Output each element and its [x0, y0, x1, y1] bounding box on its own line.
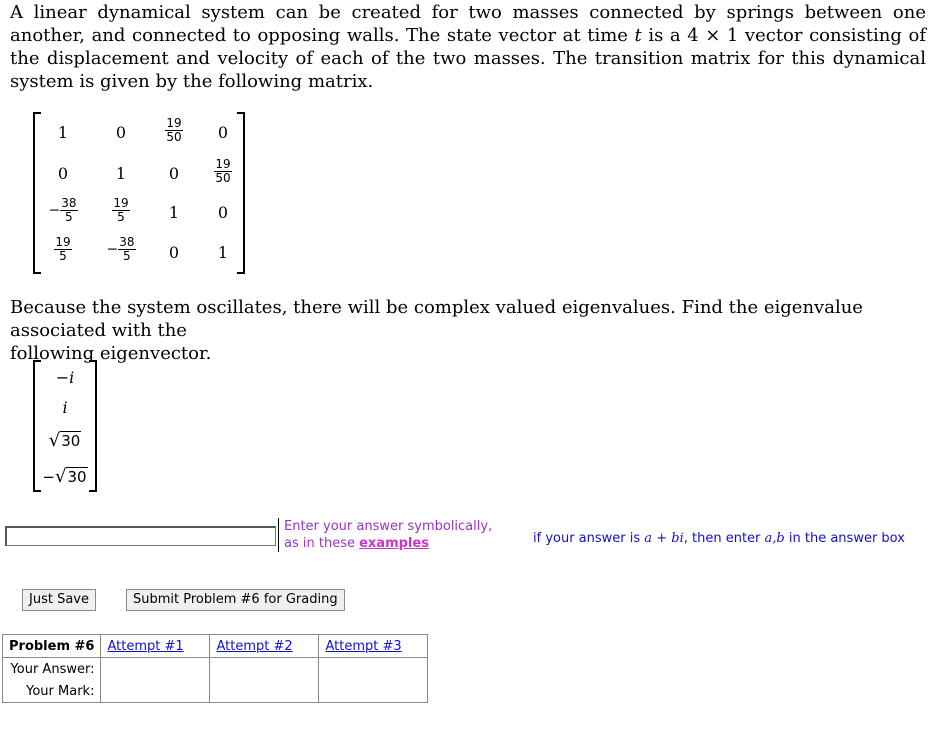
matrix-cell: 0	[115, 123, 127, 142]
question-text	[10, 296, 926, 365]
submit-problem-button[interactable]: Submit Problem #6 for Grading	[126, 589, 345, 611]
attempt-2-link[interactable]: Attempt #2	[216, 638, 293, 654]
intro-text-1: A linear dynamical system can be created for two masses connected by springs between one another, and connected to opposing walls. The state vector at time	[10, 2, 926, 46]
table-row	[3, 635, 428, 658]
table-row	[3, 658, 428, 681]
just-save-button[interactable]: Just Save	[22, 589, 96, 611]
question-line-1: Because the system oscillates, there will be complex valued eigenvalues. Find the eigenvalue associated with the	[10, 297, 863, 341]
time-variable: t	[634, 25, 642, 46]
matrix-cell: 0	[168, 164, 180, 183]
attempt-3-cell	[319, 658, 428, 703]
matrix-left-bracket	[33, 112, 41, 274]
attempt-3-link[interactable]: Attempt #3	[325, 638, 402, 654]
matrix-cell: 0	[57, 164, 69, 183]
attempt-2-cell	[210, 658, 319, 703]
question-line-2: following eigenvector.	[10, 343, 212, 364]
problem-intro	[10, 1, 926, 93]
intro-text-3: matrix.	[307, 71, 374, 92]
attempts-table	[2, 634, 428, 703]
matrix-cell: $\frac{19}{50}$	[166, 116, 182, 144]
matrix-cell: − $\frac{38}{5}$	[106, 235, 135, 263]
vector-entry: −i	[55, 368, 75, 387]
problem-label: Problem #6	[3, 635, 101, 658]
attempt-1-link[interactable]: Attempt #1	[107, 638, 184, 654]
answer-input[interactable]	[5, 526, 276, 546]
vector-entry: i	[62, 398, 68, 417]
your-mark-label: Your Mark:	[3, 680, 101, 703]
vector-entry: −√30	[42, 466, 87, 487]
hint-line-1: Enter your answer symbolically,	[284, 519, 493, 534]
matrix-cell: $\frac{19}{5}$	[55, 235, 71, 263]
transition-matrix	[33, 112, 245, 272]
attempt-header	[210, 635, 319, 658]
intro-text-2: is a 4 × 1 vector consisting of the displacement and velocity of each of the two masses. The transition matrix for this dynamical system is given by the following	[10, 25, 926, 92]
format-note: if your answer is a + bi, then enter a,b in the answer box	[533, 531, 905, 546]
hint-line-2: as in these examples	[284, 536, 429, 551]
attempt-1-cell	[101, 658, 210, 703]
attempt-header	[319, 635, 428, 658]
vector-entry: √30	[48, 430, 81, 451]
matrix-cell: 1	[115, 164, 127, 183]
examples-link[interactable]: examples	[359, 536, 429, 551]
matrix-cell: 1	[57, 123, 69, 142]
answer-hint	[278, 518, 492, 552]
attempt-header	[101, 635, 210, 658]
matrix-cell: 1	[217, 243, 229, 262]
matrix-cell: $\frac{19}{5}$	[113, 196, 129, 224]
matrix-cell: 0	[168, 243, 180, 262]
matrix-cell: 1	[168, 203, 180, 222]
matrix-cell: 0	[217, 203, 229, 222]
eigenvector	[33, 360, 97, 492]
your-answer-label: Your Answer:	[3, 658, 101, 681]
matrix-cell: − $\frac{38}{5}$	[48, 196, 77, 224]
matrix-cell: $\frac{19}{50}$	[215, 157, 231, 185]
matrix-cell: 0	[217, 123, 229, 142]
